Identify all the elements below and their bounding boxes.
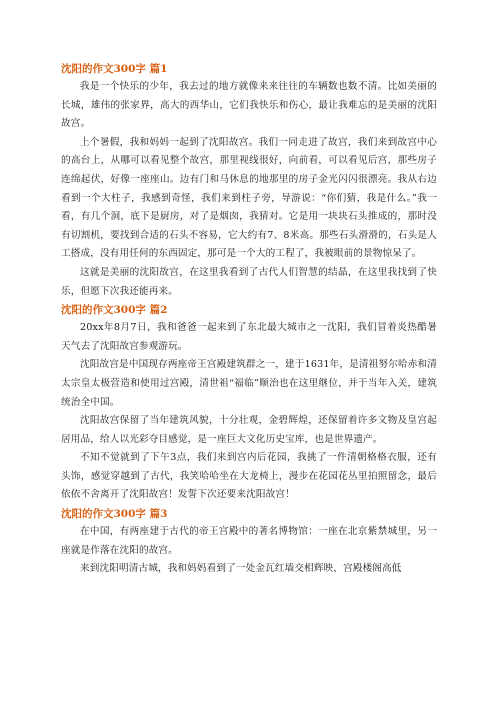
section-1-paragraph-3: 这就是美丽的沈阳故宫，在这里我看到了古代人们智慧的结晶，在这里我找到了快乐，但愿下次我还能再来。: [61, 266, 437, 297]
section-3-title: 沈阳的作文300字 篇3: [61, 508, 168, 521]
section-2-paragraph-3: 沈阳故宫保留了当年建筑风貌，十分壮观，金碧辉煌，还保留着许多文物及皇宫起居用品，给人以光彩夺目感觉，是一座巨大文化历史宝库，也是世界遗产。: [61, 415, 437, 445]
section-3-paragraph-2: 来到沈阳明清古城，我和妈妈看到了一处金瓦红墙交相辉映，宫殿楼阁高低: [80, 563, 402, 575]
section-2-title: 沈阳的作文300字 篇2: [61, 304, 168, 317]
section-2-paragraph-1: 20xx年8月7日，我和爸爸一起来到了东北最大城市之一沈阳，我们冒着炎热酷暑天气去了沈阳故宫参观游玩。: [61, 322, 437, 352]
section-1-paragraph-2: 上个暑假，我和妈妈一起到了沈阳故宫。我们一同走进了故宫，我们来到故宫中心的高台上，从哪可以看见整个故宫，那里视线很好，向前看，可以看见后宫，那些房子连绵起伏，好像一座座山。边有门和马休息的地那里的房子金光闪闪很漂亮。我从右边看到一个大柱子，我感到奇怪，我们来到柱子旁，导游说：“你们猜，我是什么。”我一看，有几个洞，底下是厨房，对了是烟囱，我猜对。它是用一块块石头推成的，那时没有切割机，要找到合适的石头不容易，它大约有7、8米高。那些石头滑滑的，石头是人工搭成，没有用任何的东西固定，那可是一个大的工程了，我被眼前的景物惊呆了。: [61, 136, 437, 260]
section-1-paragraph-1: 我是一个快乐的少年，我去过的地方就像来来往往的车辆数也数不清。比如美丽的长城，雄伟的张家界，高大的西华山，它们我快乐和伤心，最让我难忘的是美丽的沈阳故宫。: [61, 81, 437, 130]
section-3-paragraph-1: 在中国，有两座建于古代的帝王宫殿中的著名博物馆：一座在北京紫禁城里，另一座就是作落在沈阳的故宫。: [61, 526, 437, 556]
section-2-paragraph-2: 沈阳故宫是中国现存两座帝王宫殿建筑群之一，建于1631年，是清祖努尔哈赤和清太宗皇太极营造和使用过宫殿，清世祖“福临”顺治也在这里继位，并于当年入关，建筑统治全中国。: [61, 359, 437, 408]
section-2-paragraph-4: 不知不觉就到了下午3点，我们来到宫内后花园，我挑了一件清朝格格衣服，还有头饰，感觉穿越到了古代，我笑哈哈坐在大龙椅上，漫步在花园花丛里拍照留念，最后依依不舍离开了沈阳故宫！发誓下次还要来沈阳故宫！: [61, 452, 437, 501]
section-1-title: 沈阳的作文300字 篇1: [61, 63, 168, 75]
document-page: [61, 60, 437, 579]
